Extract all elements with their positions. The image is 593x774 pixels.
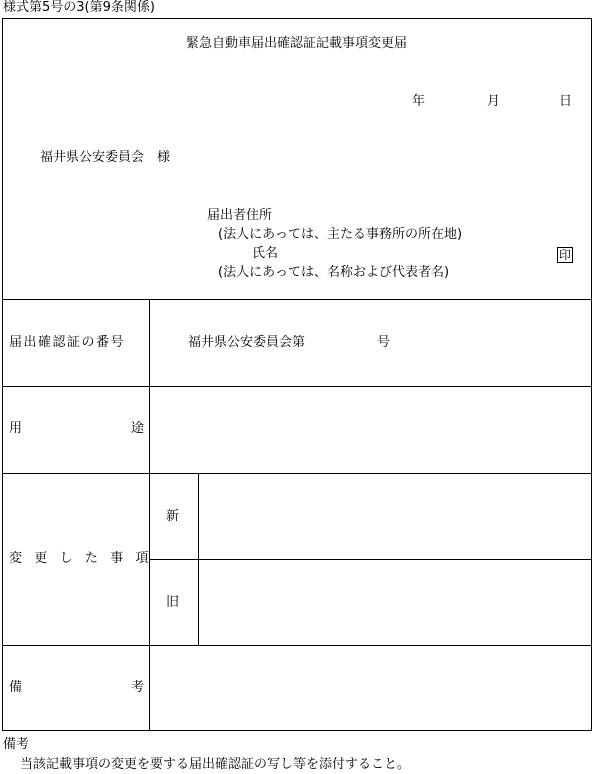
divider-header bbox=[2, 299, 592, 300]
form-id: 様式第5号の3(第9条関係) bbox=[3, 0, 155, 15]
footer-heading: 備考 bbox=[3, 737, 30, 752]
change-label: 変更した事項 bbox=[9, 551, 161, 566]
purpose-field[interactable] bbox=[150, 387, 591, 473]
purpose-label bbox=[9, 421, 144, 437]
form-title: 緊急自動車届出確認証記載事項変更届 bbox=[185, 36, 407, 51]
purpose-label-left: 用 bbox=[9, 421, 23, 436]
applicant-address-note: (法人にあっては、主たる事務所の所在地) bbox=[218, 227, 463, 242]
remarks-label-left: 備 bbox=[9, 680, 23, 695]
seal-mark: 印 bbox=[558, 248, 571, 262]
applicant-name-note: (法人にあっては、名称および代表者名) bbox=[218, 265, 450, 280]
cert-number-label: 届出確認証の番号 bbox=[9, 335, 126, 350]
remarks-label bbox=[9, 680, 144, 696]
change-old-field[interactable] bbox=[199, 560, 591, 645]
footer-note: 当該記載事項の変更を要する届出確認証の写し等を添付すること。 bbox=[20, 757, 411, 772]
cert-number-suffix: 号 bbox=[377, 335, 391, 350]
change-old-label: 旧 bbox=[166, 595, 180, 610]
addressee: 福井県公安委員会 様 bbox=[40, 150, 171, 165]
applicant-address-label: 届出者住所 bbox=[207, 208, 273, 223]
date-month-label: 月 bbox=[487, 94, 501, 109]
purpose-label-right: 途 bbox=[130, 421, 144, 436]
applicant-name-label: 氏名 bbox=[252, 246, 279, 261]
cert-number-prefix: 福井県公安委員会第 bbox=[188, 335, 306, 350]
remarks-field[interactable] bbox=[150, 646, 591, 730]
date-day-label: 日 bbox=[559, 94, 573, 109]
date-year-label: 年 bbox=[412, 94, 426, 109]
change-new-field[interactable] bbox=[199, 474, 591, 559]
remarks-label-right: 考 bbox=[130, 680, 144, 695]
change-new-label: 新 bbox=[166, 509, 180, 524]
